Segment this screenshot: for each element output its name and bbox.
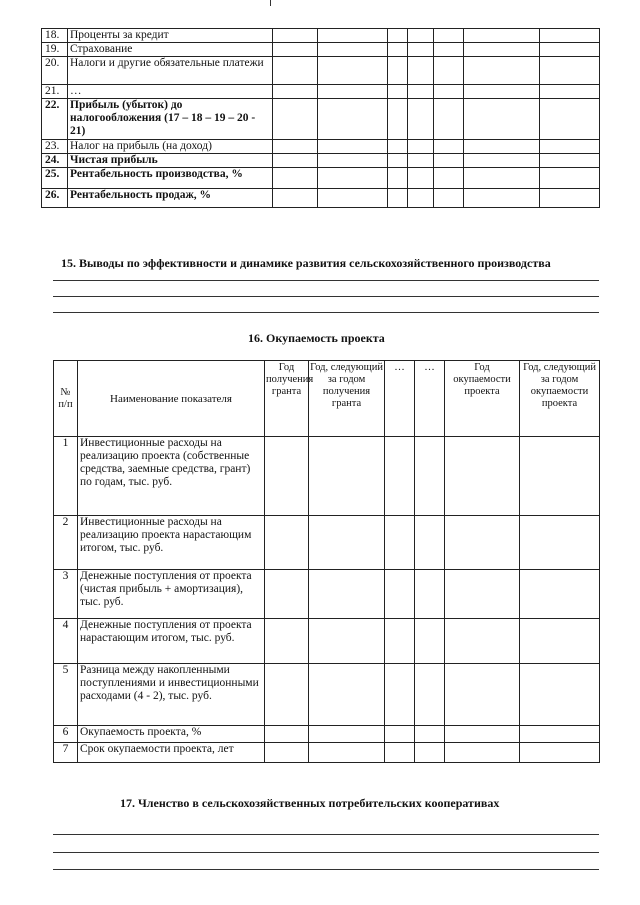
value-cell[interactable]: [309, 743, 385, 763]
value-cell[interactable]: [265, 570, 309, 619]
row-number: 25.: [42, 168, 68, 189]
value-cell[interactable]: [520, 743, 600, 763]
value-cell[interactable]: [388, 85, 408, 99]
value-cell[interactable]: [434, 57, 464, 85]
value-cell[interactable]: [273, 29, 318, 43]
row-number: 20.: [42, 57, 68, 85]
value-cell[interactable]: [464, 168, 540, 189]
row-number: 3: [54, 570, 78, 619]
col-header-year-after-grant: Год, следующий за годом получения гранта: [309, 361, 385, 437]
value-cell[interactable]: [464, 43, 540, 57]
table-row: [54, 619, 600, 664]
row-label: Чистая прибыль: [68, 154, 273, 168]
value-cell[interactable]: [388, 154, 408, 168]
col-header-name: Наименование показателя: [78, 361, 265, 437]
value-cell[interactable]: [318, 168, 388, 189]
table-row: [42, 168, 600, 189]
value-cell[interactable]: [309, 516, 385, 570]
row-number: 22.: [42, 99, 68, 140]
value-cell[interactable]: [385, 619, 415, 664]
table-row: [42, 57, 600, 85]
value-cell[interactable]: [434, 99, 464, 140]
value-cell[interactable]: [445, 743, 520, 763]
value-cell[interactable]: [408, 189, 434, 208]
table-row: [54, 664, 600, 726]
value-cell[interactable]: [540, 57, 600, 85]
row-number: 4: [54, 619, 78, 664]
value-cell[interactable]: [408, 57, 434, 85]
row-label: Проценты за кредит: [68, 29, 273, 43]
value-cell[interactable]: [388, 140, 408, 154]
value-cell[interactable]: [408, 154, 434, 168]
value-cell[interactable]: [464, 57, 540, 85]
value-cell[interactable]: [540, 29, 600, 43]
row-label: Рентабельность продаж, %: [68, 189, 273, 208]
value-cell[interactable]: [265, 664, 309, 726]
value-cell[interactable]: [540, 168, 600, 189]
value-cell[interactable]: [408, 85, 434, 99]
value-cell[interactable]: [408, 99, 434, 140]
value-cell[interactable]: [318, 189, 388, 208]
row-number: 7: [54, 743, 78, 763]
table-row: [42, 140, 600, 154]
value-cell[interactable]: [520, 664, 600, 726]
row-number: 6: [54, 726, 78, 743]
row-label: Инвестиционные расходы на реализацию проекта нарастающим итогом, тыс. руб.: [78, 516, 265, 570]
value-cell[interactable]: [318, 99, 388, 140]
row-label: Инвестиционные расходы на реализацию проекта (собственные средства, заемные средства, грант) по годам, тыс. руб.: [78, 437, 265, 516]
table-row: [42, 43, 600, 57]
value-cell[interactable]: [434, 29, 464, 43]
row-label: Срок окупаемости проекта, лет: [78, 743, 265, 763]
value-cell[interactable]: [445, 664, 520, 726]
value-cell[interactable]: [434, 43, 464, 57]
value-cell[interactable]: [434, 168, 464, 189]
table-row: [42, 85, 600, 99]
row-label: …: [68, 85, 273, 99]
row-label: Страхование: [68, 43, 273, 57]
value-cell[interactable]: [318, 43, 388, 57]
answer-line[interactable]: [53, 834, 599, 835]
section-15-heading: 15. Выводы по эффективности и динамике развития сельскохозяйственного производства: [61, 256, 551, 270]
row-number: 21.: [42, 85, 68, 99]
col-header-payback-year: Год окупаемости проекта: [445, 361, 520, 437]
answer-line[interactable]: [53, 296, 599, 297]
value-cell[interactable]: [408, 140, 434, 154]
row-number: 2: [54, 516, 78, 570]
value-cell[interactable]: [464, 29, 540, 43]
col-header-ellipsis: …: [385, 361, 415, 437]
value-cell[interactable]: [265, 437, 309, 516]
col-header-number: № п/п: [54, 361, 78, 437]
value-cell[interactable]: [385, 664, 415, 726]
value-cell[interactable]: [520, 570, 600, 619]
value-cell[interactable]: [273, 99, 318, 140]
value-cell[interactable]: [265, 516, 309, 570]
row-number: 26.: [42, 189, 68, 208]
value-cell[interactable]: [415, 664, 445, 726]
value-cell[interactable]: [464, 140, 540, 154]
value-cell[interactable]: [385, 570, 415, 619]
value-cell[interactable]: [388, 29, 408, 43]
value-cell[interactable]: [415, 437, 445, 516]
row-number: 24.: [42, 154, 68, 168]
row-label: Денежные поступления от проекта (чистая прибыль + амортизация), тыс. руб.: [78, 570, 265, 619]
value-cell[interactable]: [464, 85, 540, 99]
value-cell[interactable]: [415, 516, 445, 570]
value-cell[interactable]: [309, 570, 385, 619]
value-cell[interactable]: [434, 85, 464, 99]
col-header-year-grant: Год получения гранта: [265, 361, 309, 437]
value-cell[interactable]: [408, 43, 434, 57]
value-cell[interactable]: [415, 726, 445, 743]
value-cell[interactable]: [318, 57, 388, 85]
value-cell[interactable]: [540, 189, 600, 208]
value-cell[interactable]: [445, 437, 520, 516]
answer-line[interactable]: [53, 312, 599, 313]
value-cell[interactable]: [318, 140, 388, 154]
financial-results-table: [41, 28, 600, 208]
row-label: Прибыль (убыток) до налогообложения (17 – 18 – 19 – 20 - 21): [68, 99, 273, 140]
value-cell[interactable]: [540, 99, 600, 140]
section-17-heading: 17. Членство в сельскохозяйственных потребительских кооперативах: [120, 796, 500, 810]
value-cell[interactable]: [464, 189, 540, 208]
value-cell[interactable]: [445, 619, 520, 664]
row-number: 23.: [42, 140, 68, 154]
row-label: Окупаемость проекта, %: [78, 726, 265, 743]
value-cell[interactable]: [520, 516, 600, 570]
value-cell[interactable]: [265, 743, 309, 763]
value-cell[interactable]: [385, 437, 415, 516]
value-cell[interactable]: [388, 99, 408, 140]
value-cell[interactable]: [540, 154, 600, 168]
payback-table: [53, 360, 600, 763]
value-cell[interactable]: [540, 140, 600, 154]
value-cell[interactable]: [540, 43, 600, 57]
value-cell[interactable]: [434, 154, 464, 168]
table-row: [42, 154, 600, 168]
row-label: Налоги и другие обязательные платежи: [68, 57, 273, 85]
table-row: [54, 516, 600, 570]
table-row: [54, 570, 600, 619]
value-cell[interactable]: [273, 57, 318, 85]
value-cell[interactable]: [415, 619, 445, 664]
table-row: [42, 99, 600, 140]
value-cell[interactable]: [273, 189, 318, 208]
row-label: Налог на прибыль (на доход): [68, 140, 273, 154]
value-cell[interactable]: [265, 726, 309, 743]
col-header-ellipsis: …: [415, 361, 445, 437]
value-cell[interactable]: [408, 29, 434, 43]
answer-line[interactable]: [53, 280, 599, 281]
value-cell[interactable]: [318, 154, 388, 168]
value-cell[interactable]: [388, 168, 408, 189]
row-label: Разница между накопленными поступлениями и инвестиционными расходами (4 - 2), тыс. руб.: [78, 664, 265, 726]
value-cell[interactable]: [540, 85, 600, 99]
table-row: [54, 743, 600, 763]
section-16-heading: 16. Окупаемость проекта: [248, 331, 385, 345]
value-cell[interactable]: [388, 43, 408, 57]
row-number: 1: [54, 437, 78, 516]
value-cell[interactable]: [520, 726, 600, 743]
value-cell[interactable]: [309, 726, 385, 743]
table-row: [42, 29, 600, 43]
value-cell[interactable]: [415, 743, 445, 763]
row-number: 18.: [42, 29, 68, 43]
value-cell[interactable]: [273, 43, 318, 57]
value-cell[interactable]: [273, 154, 318, 168]
value-cell[interactable]: [415, 570, 445, 619]
row-number: 19.: [42, 43, 68, 57]
value-cell[interactable]: [464, 154, 540, 168]
value-cell[interactable]: [273, 85, 318, 99]
value-cell[interactable]: [309, 619, 385, 664]
value-cell[interactable]: [385, 743, 415, 763]
value-cell[interactable]: [309, 437, 385, 516]
row-label: Денежные поступления от проекта нарастающим итогом, тыс. руб.: [78, 619, 265, 664]
value-cell[interactable]: [408, 168, 434, 189]
value-cell[interactable]: [309, 664, 385, 726]
page-edge-mark: [270, 0, 271, 6]
row-number: 5: [54, 664, 78, 726]
value-cell[interactable]: [388, 189, 408, 208]
table-row: [54, 437, 600, 516]
value-cell[interactable]: [464, 99, 540, 140]
value-cell[interactable]: [445, 516, 520, 570]
row-label: Рентабельность производства, %: [68, 168, 273, 189]
value-cell[interactable]: [434, 140, 464, 154]
value-cell[interactable]: [520, 619, 600, 664]
value-cell[interactable]: [388, 57, 408, 85]
value-cell[interactable]: [434, 189, 464, 208]
col-header-year-after-payback: Год, следующий за годом окупаемости проекта: [520, 361, 600, 437]
value-cell[interactable]: [273, 140, 318, 154]
answer-line[interactable]: [53, 852, 599, 853]
value-cell[interactable]: [385, 516, 415, 570]
value-cell[interactable]: [318, 29, 388, 43]
table-row: [42, 189, 600, 208]
value-cell[interactable]: [318, 85, 388, 99]
value-cell[interactable]: [265, 619, 309, 664]
value-cell[interactable]: [520, 437, 600, 516]
value-cell[interactable]: [445, 570, 520, 619]
value-cell[interactable]: [445, 726, 520, 743]
value-cell[interactable]: [385, 726, 415, 743]
value-cell[interactable]: [273, 168, 318, 189]
table-row: [54, 726, 600, 743]
answer-line[interactable]: [53, 869, 599, 870]
